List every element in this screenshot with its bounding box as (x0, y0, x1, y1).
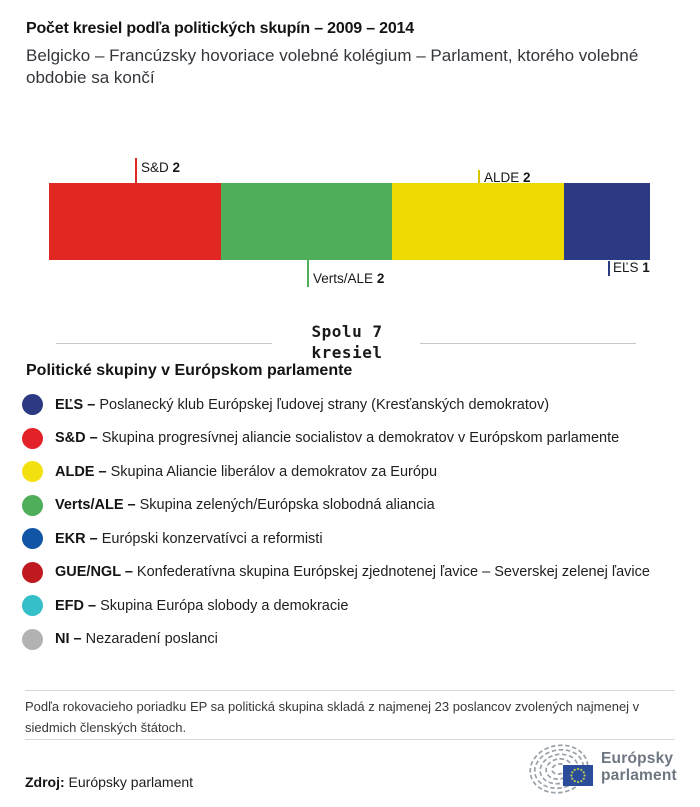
footnote-divider-top (25, 690, 675, 691)
legend-item-gue-ngl (22, 556, 682, 590)
total-seats-line2: kresiel (311, 343, 383, 362)
callout-label-verts (313, 271, 384, 286)
seats-stacked-bar (49, 183, 650, 260)
legend-abbr: EFD – (55, 597, 97, 614)
callout-group-sd: S&D (141, 160, 169, 175)
callout-label-alde (484, 170, 531, 185)
bar-segment-verts (221, 183, 393, 260)
legend-desc: Skupina Aliancie liberálov a demokratov za Európu (110, 463, 438, 480)
gue-ngl-color-dot-icon (22, 562, 43, 583)
callout-tick-alde (478, 170, 480, 183)
legend-item-efd (22, 589, 682, 623)
legend-desc: Európski konzervatívci a reformisti (101, 530, 323, 547)
callout-group-alde: ALDE (484, 170, 520, 185)
callout-group-verts: Verts/ALE (313, 271, 374, 286)
footnote-text: Podľa rokovacieho poriadku EP sa politická skupina skladá z najmenej 23 poslancov zvolených najmenej v siedmich členských štátoch. (25, 699, 640, 736)
legend-abbr: Verts/ALE – (55, 497, 136, 514)
ekr-color-dot-icon (22, 528, 43, 549)
legend-item-ni (22, 623, 682, 657)
logo-text-line1: Európsky (601, 750, 674, 767)
source-value: Európsky parlament (64, 774, 194, 790)
legend-abbr: GUE/NGL – (55, 564, 133, 581)
logo-text-line2: parlament (601, 766, 677, 784)
legend-item-alde (22, 455, 682, 489)
callout-seats-alde: 2 (523, 170, 531, 185)
total-divider-left (56, 343, 272, 344)
bar-segment-alde (392, 183, 564, 260)
alde-color-dot-icon (22, 461, 43, 482)
legend-abbr: EKR – (55, 530, 98, 547)
legend-desc: Skupina zelených/Európska slobodná aliancia (139, 497, 435, 514)
legend-item-els (22, 388, 682, 422)
legend-item-verts (22, 489, 682, 523)
legend-desc: Konfederatívna skupina Európskej zjednotenej ľavice – Severskej zelenej ľavice (136, 564, 650, 581)
callout-group-els: EĽS (613, 260, 639, 275)
legend-list (22, 388, 682, 656)
total-seats-label (272, 321, 422, 363)
legend-heading: Politické skupiny v Európskom parlamente (26, 362, 353, 379)
bar-segment-sd (49, 183, 221, 260)
ni-color-dot-icon (22, 629, 43, 650)
verts-color-dot-icon (22, 495, 43, 516)
bar-segment-els (564, 183, 650, 260)
legend-abbr: NI – (55, 631, 82, 648)
footnote-divider-bottom (25, 739, 675, 740)
efd-color-dot-icon (22, 595, 43, 616)
legend-desc: Poslanecký klub Európskej ľudovej strany (Kresťanských demokratov) (99, 396, 550, 413)
legend-item-ekr (22, 522, 682, 556)
european-parliament-logo-text (601, 751, 677, 784)
callout-tick-sd (135, 158, 137, 183)
legend-desc: Skupina progresívnej aliancie socialistov a demokratov v Európskom parlamente (101, 430, 620, 447)
total-divider-right (420, 343, 636, 344)
callout-seats-els: 1 (642, 260, 650, 275)
source-label: Zdroj: (25, 774, 65, 790)
legend-abbr: EĽS – (55, 396, 96, 413)
legend-item-sd (22, 422, 682, 456)
callout-label-sd (141, 160, 180, 175)
source-line (25, 774, 193, 790)
total-seats-line1: Spolu 7 (311, 322, 383, 341)
callout-seats-sd: 2 (172, 160, 181, 175)
els-color-dot-icon (22, 394, 43, 415)
page-subtitle: Belgicko – Francúzsky hovoriace volebné kolégium – Parlament, ktorého volebné obdobie sa končí (26, 46, 639, 88)
callout-seats-verts: 2 (376, 271, 385, 286)
callout-label-els (613, 260, 650, 275)
callout-tick-verts (307, 260, 309, 287)
european-parliament-hemicycle-icon (525, 742, 603, 796)
legend-abbr: S&D – (55, 430, 98, 447)
legend-abbr: ALDE – (55, 463, 107, 480)
legend-desc: Skupina Európa slobody a demokracie (100, 597, 349, 614)
sd-color-dot-icon (22, 428, 43, 449)
page-title: Počet kresiel podľa politických skupín – 2009 – 2014 (26, 20, 414, 37)
legend-desc: Nezaradení poslanci (85, 631, 218, 648)
callout-tick-els (608, 261, 610, 276)
